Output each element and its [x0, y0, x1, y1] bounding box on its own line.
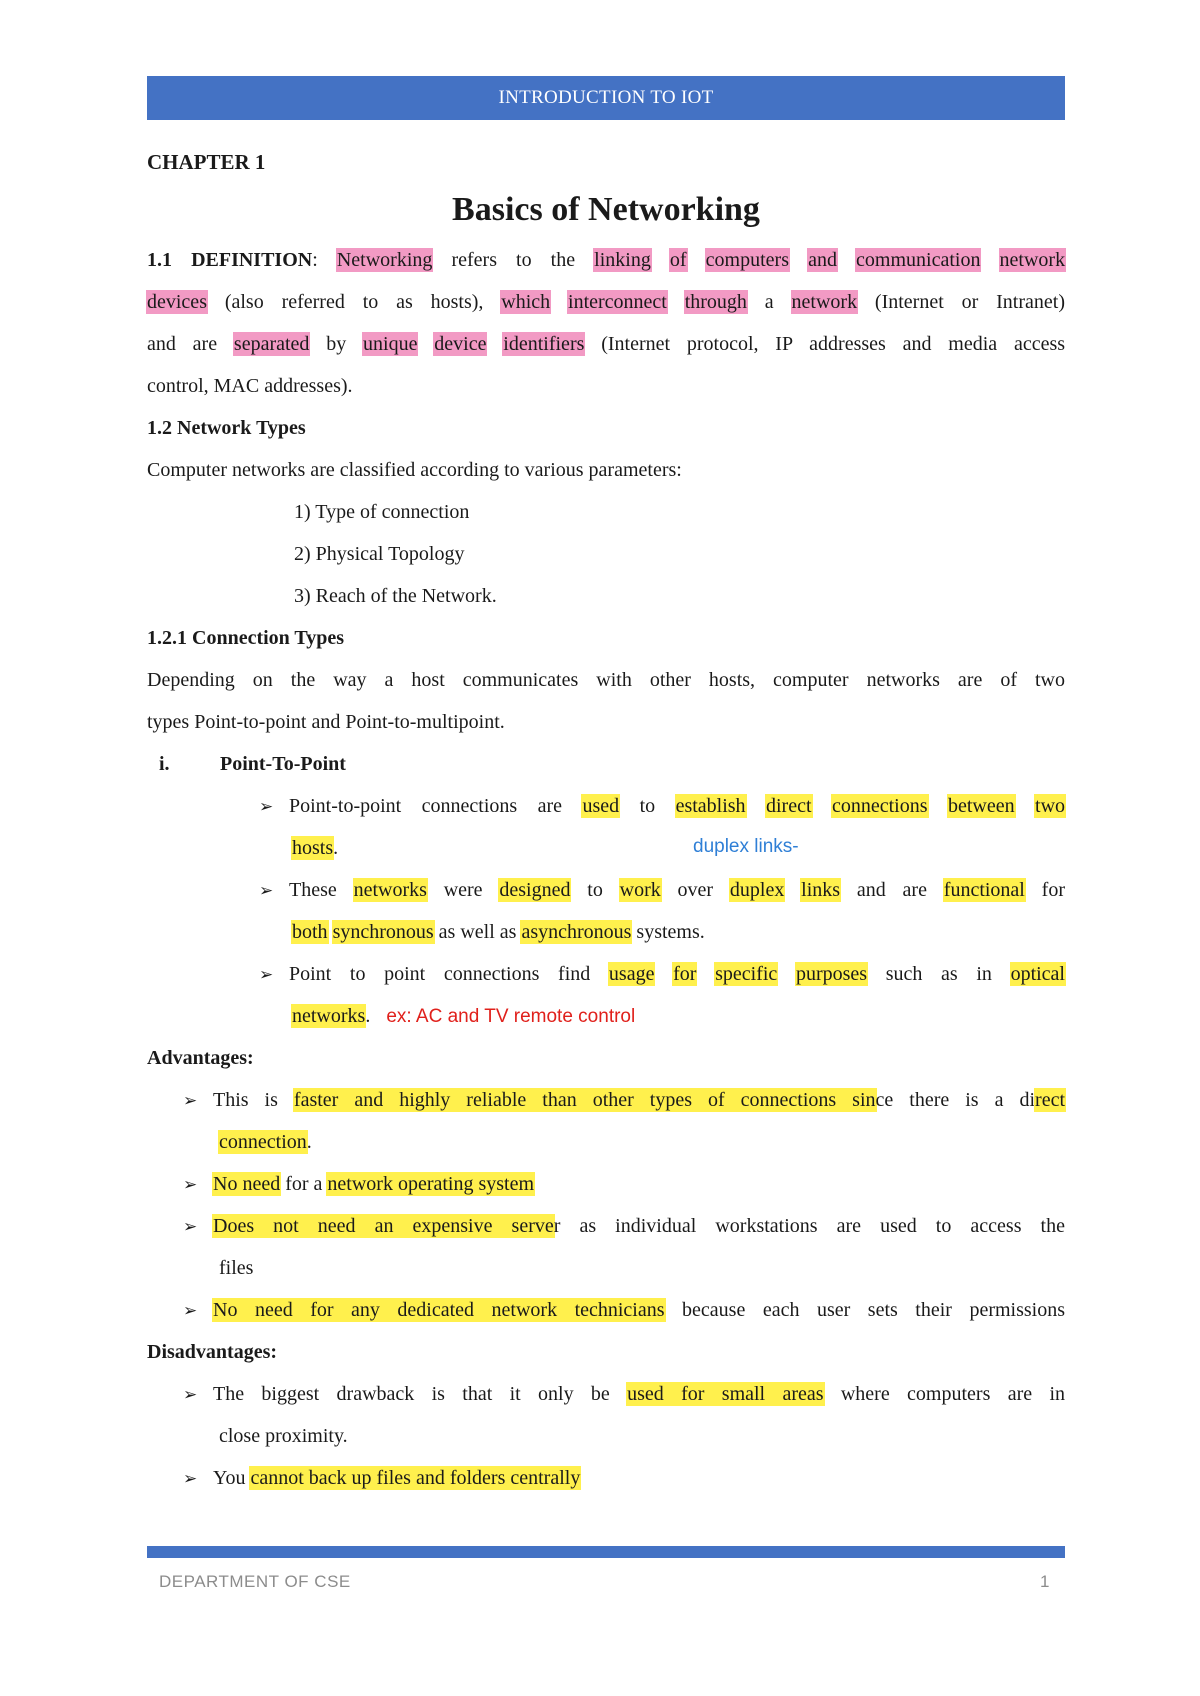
bullet-item: ➢ Point to point connections find usage for specific purposes such as in optical — [259, 960, 1065, 989]
arrow-bullet-icon: ➢ — [183, 1175, 198, 1195]
list-item: 1) Type of connection — [294, 501, 470, 523]
chapter-label: CHAPTER 1 — [147, 150, 266, 174]
bullet-item: ➢ Point-to-point connections are used to establish direct connections between two — [259, 792, 1065, 821]
subsection-number: i. — [159, 753, 170, 775]
handwritten-annotation-duplex: duplex links- — [693, 836, 799, 857]
bullet-continuation: connection. — [219, 1131, 312, 1153]
arrow-bullet-icon: ➢ — [183, 1217, 198, 1237]
definition-line-4: control, MAC addresses). — [147, 375, 353, 397]
arrow-bullet-icon: ➢ — [183, 1091, 198, 1111]
connection-types-para-2: types Point-to-point and Point-to-multipoint. — [147, 711, 505, 733]
disadvantages-heading: Disadvantages: — [147, 1341, 278, 1363]
bullet-continuation: close proximity. — [219, 1425, 348, 1447]
bullet-continuation: hosts. — [292, 837, 339, 859]
handwritten-annotation-example: ex: AC and TV remote control — [386, 1006, 636, 1027]
bullet-item: ➢ Does not need an expensive server as individual workstations are used to access the — [183, 1212, 1065, 1241]
arrow-bullet-icon: ➢ — [183, 1385, 198, 1405]
list-item: 2) Physical Topology — [294, 543, 465, 565]
arrow-bullet-icon: ➢ — [259, 965, 274, 985]
arrow-bullet-icon: ➢ — [259, 881, 274, 901]
connection-types-heading: 1.2.1 Connection Types — [147, 627, 345, 649]
footer-rule — [147, 1546, 1065, 1558]
advantages-heading: Advantages: — [147, 1047, 254, 1069]
definition-line-2: devices (also referred to as hosts), which interconnect through a network (Internet or Intranet) — [147, 291, 1065, 313]
bullet-item: ➢ No need for any dedicated network technicians because each user sets their permissions — [183, 1296, 1065, 1325]
connection-types-para-1: Depending on the way a host communicates with other hosts, computer networks are of two — [147, 669, 1065, 691]
arrow-bullet-icon: ➢ — [259, 797, 274, 817]
list-item: 3) Reach of the Network. — [294, 585, 497, 607]
network-types-heading: 1.2 Network Types — [147, 417, 306, 439]
page-header — [147, 76, 1065, 120]
bullet-item: ➢ This is faster and highly reliable than other types of connections since there is a direct — [183, 1086, 1065, 1115]
subsection-heading: Point-To-Point — [220, 753, 346, 775]
definition-heading: 1.1 DEFINITION — [147, 249, 313, 271]
page-title: Basics of Networking — [452, 191, 760, 228]
bullet-continuation: networks. ex: AC and TV remote control — [292, 1005, 636, 1027]
bullet-item: ➢ No need for a network operating system — [183, 1170, 534, 1199]
page-number: 1 — [1040, 1572, 1050, 1591]
bullet-item: ➢ These networks were designed to work over duplex links and are functional for — [259, 876, 1065, 905]
header-title: INTRODUCTION TO IOT — [498, 87, 714, 108]
definition-line-1: 1.1 DEFINITION: Networking refers to the linking of computers and communication network — [147, 249, 1066, 271]
bullet-continuation: files — [219, 1257, 254, 1279]
definition-line-3: and are separated by unique device identifiers (Internet protocol, IP addresses and media access — [147, 333, 1066, 355]
network-types-intro: Computer networks are classified according to various parameters: — [147, 459, 682, 481]
footer-department: DEPARTMENT OF CSE — [159, 1572, 351, 1591]
bullet-item: ➢ You cannot back up files and folders centrally — [183, 1464, 580, 1493]
arrow-bullet-icon: ➢ — [183, 1469, 198, 1489]
arrow-bullet-icon: ➢ — [183, 1301, 198, 1321]
bullet-item: ➢ The biggest drawback is that it only be used for small areas where computers are in — [183, 1380, 1065, 1409]
bullet-continuation: both synchronous as well as asynchronous systems. — [292, 921, 705, 943]
